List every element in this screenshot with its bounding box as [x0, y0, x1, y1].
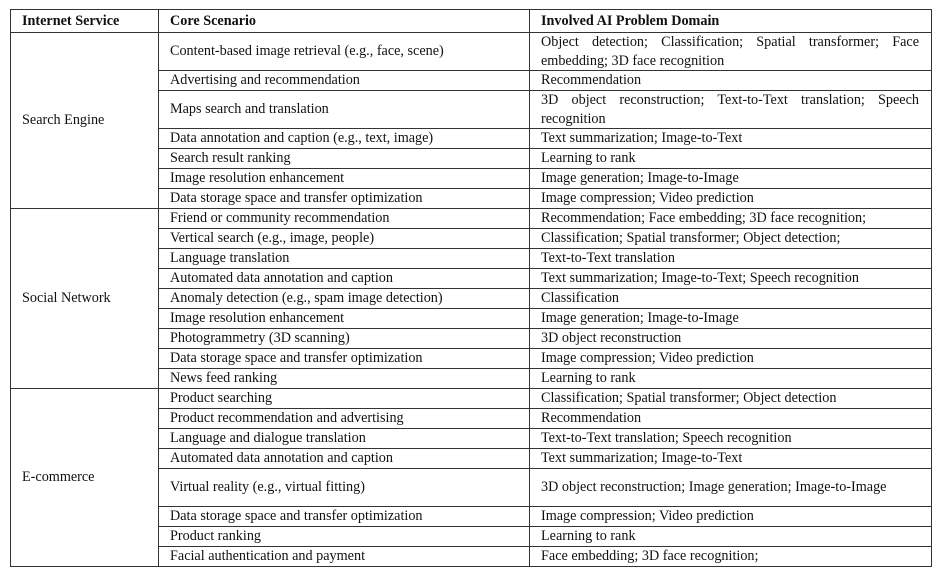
scenario-cell: Language and dialogue translation: [159, 429, 530, 449]
scenario-cell: Search result ranking: [159, 149, 530, 169]
domain-cell: Image compression; Video prediction: [530, 507, 932, 527]
header-scenario: Core Scenario: [159, 10, 530, 33]
scenario-cell: Data storage space and transfer optimization: [159, 349, 530, 369]
domain-cell: Text-to-Text translation; Speech recognition: [530, 429, 932, 449]
domain-cell: Recommendation; Face embedding; 3D face recognition;: [530, 209, 932, 229]
domain-cell: Classification; Spatial transformer; Object detection: [530, 389, 932, 409]
domain-cell: 3D object reconstruction; Text-to-Text translation; Speech recognition: [530, 91, 932, 129]
scenario-cell: Virtual reality (e.g., virtual fitting): [159, 469, 530, 507]
domain-cell: Text summarization; Image-to-Text: [530, 129, 932, 149]
scenario-cell: Product ranking: [159, 527, 530, 547]
scenario-cell: Content-based image retrieval (e.g., face, scene): [159, 33, 530, 71]
scenario-table: [10, 9, 932, 567]
service-cell: Search Engine: [11, 33, 159, 209]
scenario-cell: Anomaly detection (e.g., spam image detection): [159, 289, 530, 309]
domain-cell: Image generation; Image-to-Image: [530, 169, 932, 189]
domain-cell: Text-to-Text translation: [530, 249, 932, 269]
scenario-cell: Advertising and recommendation: [159, 71, 530, 91]
scenario-cell: Product searching: [159, 389, 530, 409]
domain-cell: Text summarization; Image-to-Text: [530, 449, 932, 469]
service-cell: Social Network: [11, 209, 159, 389]
domain-cell: Classification; Spatial transformer; Object detection;: [530, 229, 932, 249]
scenario-cell: Language translation: [159, 249, 530, 269]
scenario-cell: Automated data annotation and caption: [159, 269, 530, 289]
domain-cell: Recommendation: [530, 71, 932, 91]
domain-cell: Classification: [530, 289, 932, 309]
domain-cell: Learning to rank: [530, 527, 932, 547]
domain-cell: Image generation; Image-to-Image: [530, 309, 932, 329]
domain-cell: Face embedding; 3D face recognition;: [530, 547, 932, 567]
table-row: [11, 389, 932, 409]
scenario-cell: Data storage space and transfer optimization: [159, 189, 530, 209]
scenario-cell: Image resolution enhancement: [159, 169, 530, 189]
scenario-cell: Data storage space and transfer optimization: [159, 507, 530, 527]
scenario-cell: Friend or community recommendation: [159, 209, 530, 229]
service-cell: E-commerce: [11, 389, 159, 567]
domain-cell: Text summarization; Image-to-Text; Speech recognition: [530, 269, 932, 289]
domain-cell: 3D object reconstruction; Image generation; Image-to-Image: [530, 469, 932, 507]
header-domain: Involved AI Problem Domain: [530, 10, 932, 33]
scenario-cell: Facial authentication and payment: [159, 547, 530, 567]
scenario-cell: Data annotation and caption (e.g., text, image): [159, 129, 530, 149]
header-row: [11, 10, 932, 33]
table-row: [11, 209, 932, 229]
domain-cell: Recommendation: [530, 409, 932, 429]
domain-cell: Image compression; Video prediction: [530, 349, 932, 369]
table-body: [11, 33, 932, 567]
domain-cell: Image compression; Video prediction: [530, 189, 932, 209]
scenario-cell: Automated data annotation and caption: [159, 449, 530, 469]
domain-cell: Object detection; Classification; Spatial transformer; Face embedding; 3D face recognition: [530, 33, 932, 71]
domain-cell: Learning to rank: [530, 149, 932, 169]
scenario-cell: Product recommendation and advertising: [159, 409, 530, 429]
domain-cell: 3D object reconstruction: [530, 329, 932, 349]
scenario-cell: News feed ranking: [159, 369, 530, 389]
table-row: [11, 33, 932, 71]
domain-cell: Learning to rank: [530, 369, 932, 389]
header-service: Internet Service: [11, 10, 159, 33]
scenario-cell: Image resolution enhancement: [159, 309, 530, 329]
scenario-cell: Maps search and translation: [159, 91, 530, 129]
scenario-cell: Vertical search (e.g., image, people): [159, 229, 530, 249]
scenario-cell: Photogrammetry (3D scanning): [159, 329, 530, 349]
